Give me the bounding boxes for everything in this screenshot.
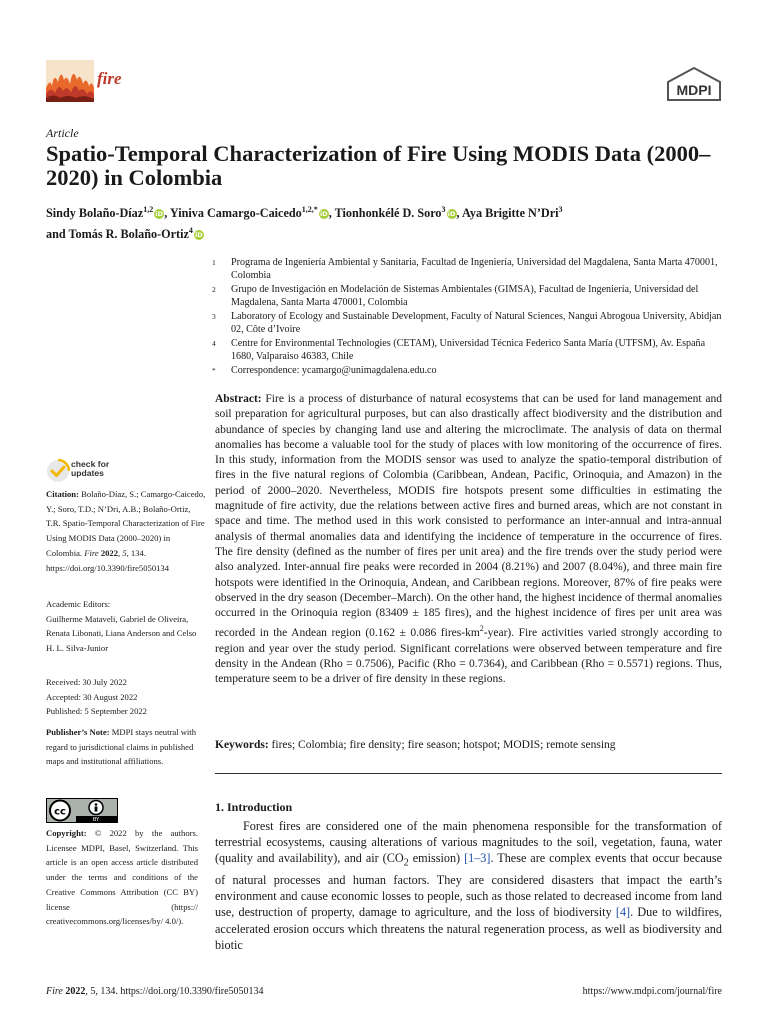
note-label: Publisher’s Note: [46,727,110,737]
citation-year: 2022 [98,547,119,558]
author-affil: 4 [188,226,193,236]
footer-doi[interactable]: , 5, 134. https://doi.org/10.3390/fire5050134 [85,986,264,997]
accepted-date: Accepted: 30 August 2022 [46,691,138,702]
intro-paragraph [215,818,722,953]
footer-year: 2022 [62,986,86,997]
article-type: Article [46,126,79,140]
author-affil: 3 [441,205,446,214]
keywords [215,739,722,751]
mdpi-logo-icon [666,67,722,101]
author-list [46,201,726,243]
cc-by-icon[interactable] [46,798,118,823]
editors-names: Guilherme Mataveli, Gabriel de Oliveira, Renata Libonati, Liana Anderson and Celso H. L. Silva-Junior [46,613,197,654]
check-updates-line1: check for [71,459,110,469]
author-name[interactable]: and Tomás R. Bolaño-Ortiz [46,227,189,242]
author-affil: 3 [558,205,563,214]
citation-volume: , 5, [118,547,129,558]
author-affil: 1,2,* [301,205,318,214]
affiliation-text: Laboratory of Ecology and Sustainable Development, Faculty of Natural Sciences, Nangui Abrogoua University, Abidjan 02, Côte d’Ivoire [231,311,722,335]
intro-text: Forest fires are considered one of the main phenomena responsible for the transformation of terrestrial ecosystems, causing alterations of various magnitudes to the soil, vegetation, fauna, water (quality and availability), and air (CO [215,819,722,866]
intro-text: . Due to wildfires, accelerated erosion occurs which threatens the natural regeneration process, as well as biodiversity and biotic [215,905,722,952]
journal-name: fire [97,69,122,88]
publication-dates [46,675,206,719]
citation-block [46,487,206,575]
author-sep: , [456,206,462,221]
author-affil: 1,2 [143,205,154,214]
copyright-label: Copyright: [46,828,87,838]
article-title: Spatio-Temporal Characterization of Fire Using MODIS Data (2000–2020) in Colombia [46,141,711,190]
check-updates-line2: updates [71,468,104,478]
citation-doi[interactable]: 134. https://doi.org/10.3390/fire5050134 [46,547,170,573]
affiliation [212,311,722,336]
abstract-sup: 2 [479,624,484,634]
received-date: Received: 30 July 2022 [46,677,127,687]
intro-subscript: 2 [403,857,409,869]
affiliation-number: 1 [212,258,216,267]
orcid-icon[interactable]: iD [195,231,203,240]
author-sep: , [164,206,170,221]
section-divider [215,773,722,774]
orcid-icon[interactable]: iD [319,210,328,219]
intro-text: emission) [408,851,465,866]
copyright-text: © 2022 by the authors. Licensee MDPI, Basel, Switzerland. This article is an open access article distributed under the terms and conditions of the Creative Commons Attribution (CC BY) license (https:// creativecommons.org/licenses/by/ 4.0/). [46,828,198,927]
affiliation-number: 3 [212,312,216,321]
correspondence [212,365,722,378]
footer-journal-url[interactable]: https://www.mdpi.com/journal/fire [582,986,722,997]
note-text: MDPI stays neutral with regard to jurisdictional claims in published maps and institutional affiliations. [46,727,196,767]
affiliation [212,338,722,363]
published-date: Published: 5 September 2022 [46,706,147,717]
abstract-text-cont: -year). Fire activities varied strongly according to region and year over the study period. Significant correlations were observed between temperature and fire density in the Andean (Rho = 0.7506), Pacific (Rho = 0.7364), and Caribbean (Rho = 0.5571) regions. Thus, temperature seem to be a driver of fire density in these regions. [215,627,722,686]
affiliation-text: Programa de Ingeniería Ambiental y Sanitaria, Facultad de Ingeniería, Universidad del Magdalena, Santa Marta 470001, Colombia [231,257,718,281]
academic-editors [46,597,206,656]
abstract [215,392,722,687]
author-name[interactable]: Aya Brigitte N’Dri [461,206,559,221]
affiliation [212,284,722,309]
orcid-icon[interactable]: iD [155,210,163,219]
author-sep: , [328,206,335,221]
svg-text:cc: cc [54,806,66,818]
citation-label: Citation: [46,489,79,499]
check-updates-link[interactable] [71,460,109,478]
fire-logo-icon [46,60,94,102]
author-name[interactable]: Yiniva Camargo-Caicedo [169,206,302,221]
copyright [46,826,198,929]
cc-by-label: BY [92,817,100,823]
editors-label: Academic Editors: [46,599,111,609]
affiliations [212,257,722,380]
correspondence-email[interactable]: Correspondence: ycamargo@unimagdalena.edu.co [231,365,437,376]
citation-text: Bolaño-Díaz, S.; Camargo-Caicedo, Y.; Soro, T.D.; N’Dri, A.B.; Bolaño-Ortiz, T.R. Spatio-Temporal Characterization of Fire Using MODIS Data (2000–2020) in Colombia. [46,489,206,558]
citation-link[interactable]: [4] [615,905,631,920]
mdpi-logo-text: MDPI [676,82,712,98]
footer-journal: Fire [46,986,63,997]
citation-link[interactable]: [1–3] [464,851,491,866]
intro-text: . These are complex events that occur because of natural processes and human factors. They are considered disasters that impact the earth’s environment and cause economic losses to people, such as those related to decreased income from land use, destruction of property, damage to agriculture, and the loss of biodiversity [215,851,722,920]
publisher-note [46,725,202,769]
abstract-label: Abstract: [215,393,262,405]
author-name[interactable]: Sindy Bolaño-Díaz [46,206,144,221]
author-name[interactable]: Tionhonkélé D. Soro [334,206,442,221]
check-updates-icon[interactable] [46,459,70,483]
affiliation-number: 2 [212,285,216,294]
abstract-text: Fire is a process of disturbance of natural ecosystems that can be used for land management and soil preparation for agricultural purposes, but can also drastically affect biodiversity and the distribution and abundance of species by changing land use and altering the microclimate. The analysis of data on thermal anomalies has become a valuable tool for the study of places with low monitoring of the occurrence of fires. In this study, information from the MODIS sensor was used to analyze the spatio-temporal distribution of fires in the five natural regions of Colombia (Caribbean, Andean, Pacific, Orinoquia, and Amazon) in the period of 2000–2020. Nevertheless, MODIS fire hotspots present some difficulties in estimating the magnitude of fire activity, due the relations between active fires and burned areas, which are not constant in space and time. The method used in this work consisted to performance an inter-annual and intra-annual analysis of thermal anomalies data and identifying the incidence of temperature in the occurrence of fires. The fire density (defined as the number of fires per unit area) and the fire trends over the study period were also analyzed. Inter-annual fire peaks were recorded in 2004 (8.21%) and 2007 (8.04%), and three main fire hotspots were identified in the Orinoquia, Andean, and Caribbean regions. Moreover, 87% of fire peaks were observed in the dry season (December–March). On the other hand, the highest incidence of thermal anomalies occurred in the Orinoquia region (83409 ± 185 fires), and the highest incidence of fires per unit area was recorded in the Andean region (0.162 ± 0.086 fires-km [215,393,722,640]
affiliation [212,257,722,282]
citation-journal: Fire [84,547,99,558]
affiliation-number: 4 [212,339,216,348]
orcid-icon[interactable]: iD [447,210,456,219]
affiliation-number: * [212,366,216,375]
affiliation-text: Centre for Environmental Technologies (CETAM), Universidad Técnica Federico Santa María (UTFSM), Av. España 1680, Valparaiso 46383, Chile [231,338,706,362]
section-heading: 1. Introduction [215,800,293,814]
keywords-text: fires; Colombia; fire density; fire season; hotspot; MODIS; remote sensing [268,739,616,751]
affiliation-text: Grupo de Investigación en Modelación de Sistemas Ambientales (GIMSA), Facultad de Ingeniería, Universidad del Magdalena, Santa Marta 470001, Colombia [231,284,699,308]
keywords-label: Keywords: [215,739,269,751]
footer-citation [46,986,264,997]
